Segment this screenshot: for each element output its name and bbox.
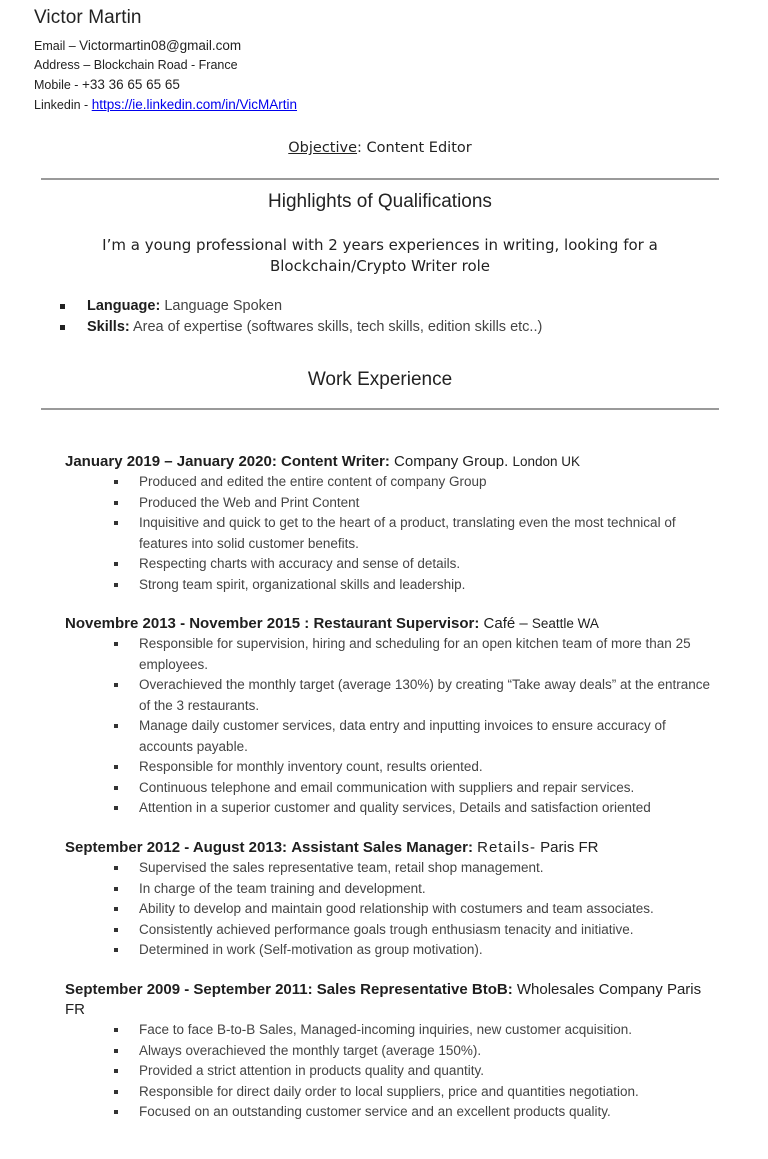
list-item: Always overachieved the monthly target (average 150%).: [65, 1041, 723, 1062]
email-line: [34, 38, 241, 53]
bullet-icon: [114, 1049, 118, 1053]
bullet-icon: [114, 583, 118, 587]
bullet-icon: [60, 325, 65, 330]
item-label: Skills:: [87, 319, 130, 335]
list-item: Face to face B-to-B Sales, Managed-incoming inquiries, new customer acquisition.: [65, 1020, 723, 1041]
job-entry: [65, 838, 725, 961]
job-company: Wholesales Company: [516, 981, 663, 998]
bullet-icon: [60, 304, 65, 309]
bullet-icon: [114, 683, 118, 687]
list-item: Manage daily customer services, data entry and inputting invoices to ensure accuracy of accounts payable.: [65, 716, 723, 757]
linkedin-line: [34, 97, 297, 112]
job-company: Retails-: [477, 839, 536, 856]
list-item: Produced and edited the entire content of company Group: [65, 472, 723, 493]
list-item: Responsible for direct daily order to local suppliers, price and quantities negotiation.: [65, 1082, 723, 1103]
job-location: Seattle WA: [531, 616, 599, 631]
job-role: Restaurant Supervisor:: [313, 615, 480, 632]
job-entry: [65, 614, 725, 819]
list-item: Determined in work (Self-motivation as group motivation).: [65, 940, 723, 961]
list-item: Attention in a superior customer and quality services, Details and satisfaction oriented: [65, 798, 723, 819]
job-location: London UK: [512, 454, 581, 469]
bullet-icon: [114, 480, 118, 484]
list-item: Responsible for supervision, hiring and scheduling for an open kitchen team of more than 25 employees.: [65, 634, 723, 675]
job-role: Sales Representative BtoB:: [316, 981, 513, 998]
job-dates: Novembre 2013 - November 2015 :: [65, 615, 310, 632]
bullet-icon: [114, 1028, 118, 1032]
linkedin-link[interactable]: https://ie.linkedin.com/in/VicMArtin: [91, 97, 298, 112]
email-value: Victormartin08@gmail.com: [79, 38, 242, 53]
bullet-icon: [114, 928, 118, 932]
objective-label: Objective: [288, 140, 358, 156]
list-item: Continuous telephone and email communication with suppliers and repair services.: [65, 778, 723, 799]
list-item: Ability to develop and maintain good relationship with costumers and team associates.: [65, 899, 723, 920]
job-role: Content Writer:: [280, 453, 390, 470]
item-label: Language:: [87, 298, 161, 314]
work-experience-title: Work Experience: [307, 369, 453, 390]
job-location: Paris FR: [540, 839, 599, 856]
mobile-line: [34, 77, 180, 92]
bullet-icon: [114, 765, 118, 769]
job-dates: September 2009 - September 2011:: [65, 981, 313, 998]
job-heading: [65, 452, 725, 472]
job-heading: [65, 980, 725, 1020]
job-company: Café –: [483, 615, 528, 632]
divider: [41, 408, 719, 410]
highlights-list: [60, 296, 740, 338]
mobile-value: +33 36 65 65 65: [81, 77, 180, 92]
bullet-icon: [114, 887, 118, 891]
job-dates: September 2012 - August 2013:: [65, 839, 288, 856]
item-text: Language Spoken: [164, 298, 283, 314]
bullet-icon: [114, 1090, 118, 1094]
list-item: In charge of the team training and development.: [65, 879, 723, 900]
list-item: Overachieved the monthly target (average 130%) by creating “Take away deals” at the entrance of the 3 restaurants.: [65, 675, 723, 716]
list-item: Consistently achieved performance goals trough enthusiasm tenacity and initiative.: [65, 920, 723, 941]
objective-line: Objective: Content Editor: [288, 140, 472, 156]
bullet-icon: [114, 562, 118, 566]
job-entry: [65, 452, 725, 595]
job-role: Assistant Sales Manager:: [291, 839, 473, 856]
list-item: Respecting charts with accuracy and sense of details.: [65, 554, 723, 575]
address-line: [34, 58, 238, 72]
bullet-icon: [114, 724, 118, 728]
job-entry: [65, 980, 725, 1123]
job-bullets: [65, 472, 725, 595]
bullet-icon: [114, 1110, 118, 1114]
address-label: Address – Blockchain Road - France: [34, 58, 238, 72]
objective-value: Content Editor: [366, 140, 472, 156]
bullet-icon: [114, 866, 118, 870]
highlights-summary: I’m a young professional with 2 years experiences in writing, looking for a Blockchain/Crypto Writer role: [102, 236, 658, 275]
list-item: [60, 296, 740, 317]
list-item: Responsible for monthly inventory count, results oriented.: [65, 757, 723, 778]
bullet-icon: [114, 1069, 118, 1073]
job-bullets: [65, 1020, 725, 1123]
bullet-icon: [114, 501, 118, 505]
bullet-icon: [114, 642, 118, 646]
linkedin-label: Linkedin -: [34, 98, 89, 112]
job-bullets: [65, 634, 725, 819]
item-text: Area of expertise (softwares skills, tech skills, edition skills etc..): [132, 319, 543, 335]
bullet-icon: [114, 948, 118, 952]
job-dates: January 2019 – January 2020:: [65, 453, 277, 470]
list-item: Strong team spirit, organizational skills and leadership.: [65, 575, 723, 596]
list-item: Supervised the sales representative team, retail shop management.: [65, 858, 723, 879]
mobile-label: Mobile -: [34, 78, 79, 92]
highlights-title: Highlights of Qualifications: [268, 191, 492, 212]
candidate-name: Victor Martin: [34, 7, 142, 28]
email-label: Email –: [34, 39, 76, 53]
job-heading: [65, 838, 725, 858]
job-location: Paris FR: [65, 981, 702, 1018]
list-item: Inquisitive and quick to get to the heart of a product, translating even the most technical of features into solid customer benefits.: [65, 513, 723, 554]
divider: [41, 178, 719, 180]
bullet-icon: [114, 907, 118, 911]
job-company: Company Group.: [394, 453, 509, 470]
bullet-icon: [114, 806, 118, 810]
list-item: Provided a strict attention in products quality and quantity.: [65, 1061, 723, 1082]
list-item: Focused on an outstanding customer service and an excellent products quality.: [65, 1102, 723, 1123]
job-bullets: [65, 858, 725, 961]
list-item: [60, 317, 740, 338]
bullet-icon: [114, 521, 118, 525]
bullet-icon: [114, 786, 118, 790]
job-heading: [65, 614, 725, 634]
list-item: Produced the Web and Print Content: [65, 493, 723, 514]
